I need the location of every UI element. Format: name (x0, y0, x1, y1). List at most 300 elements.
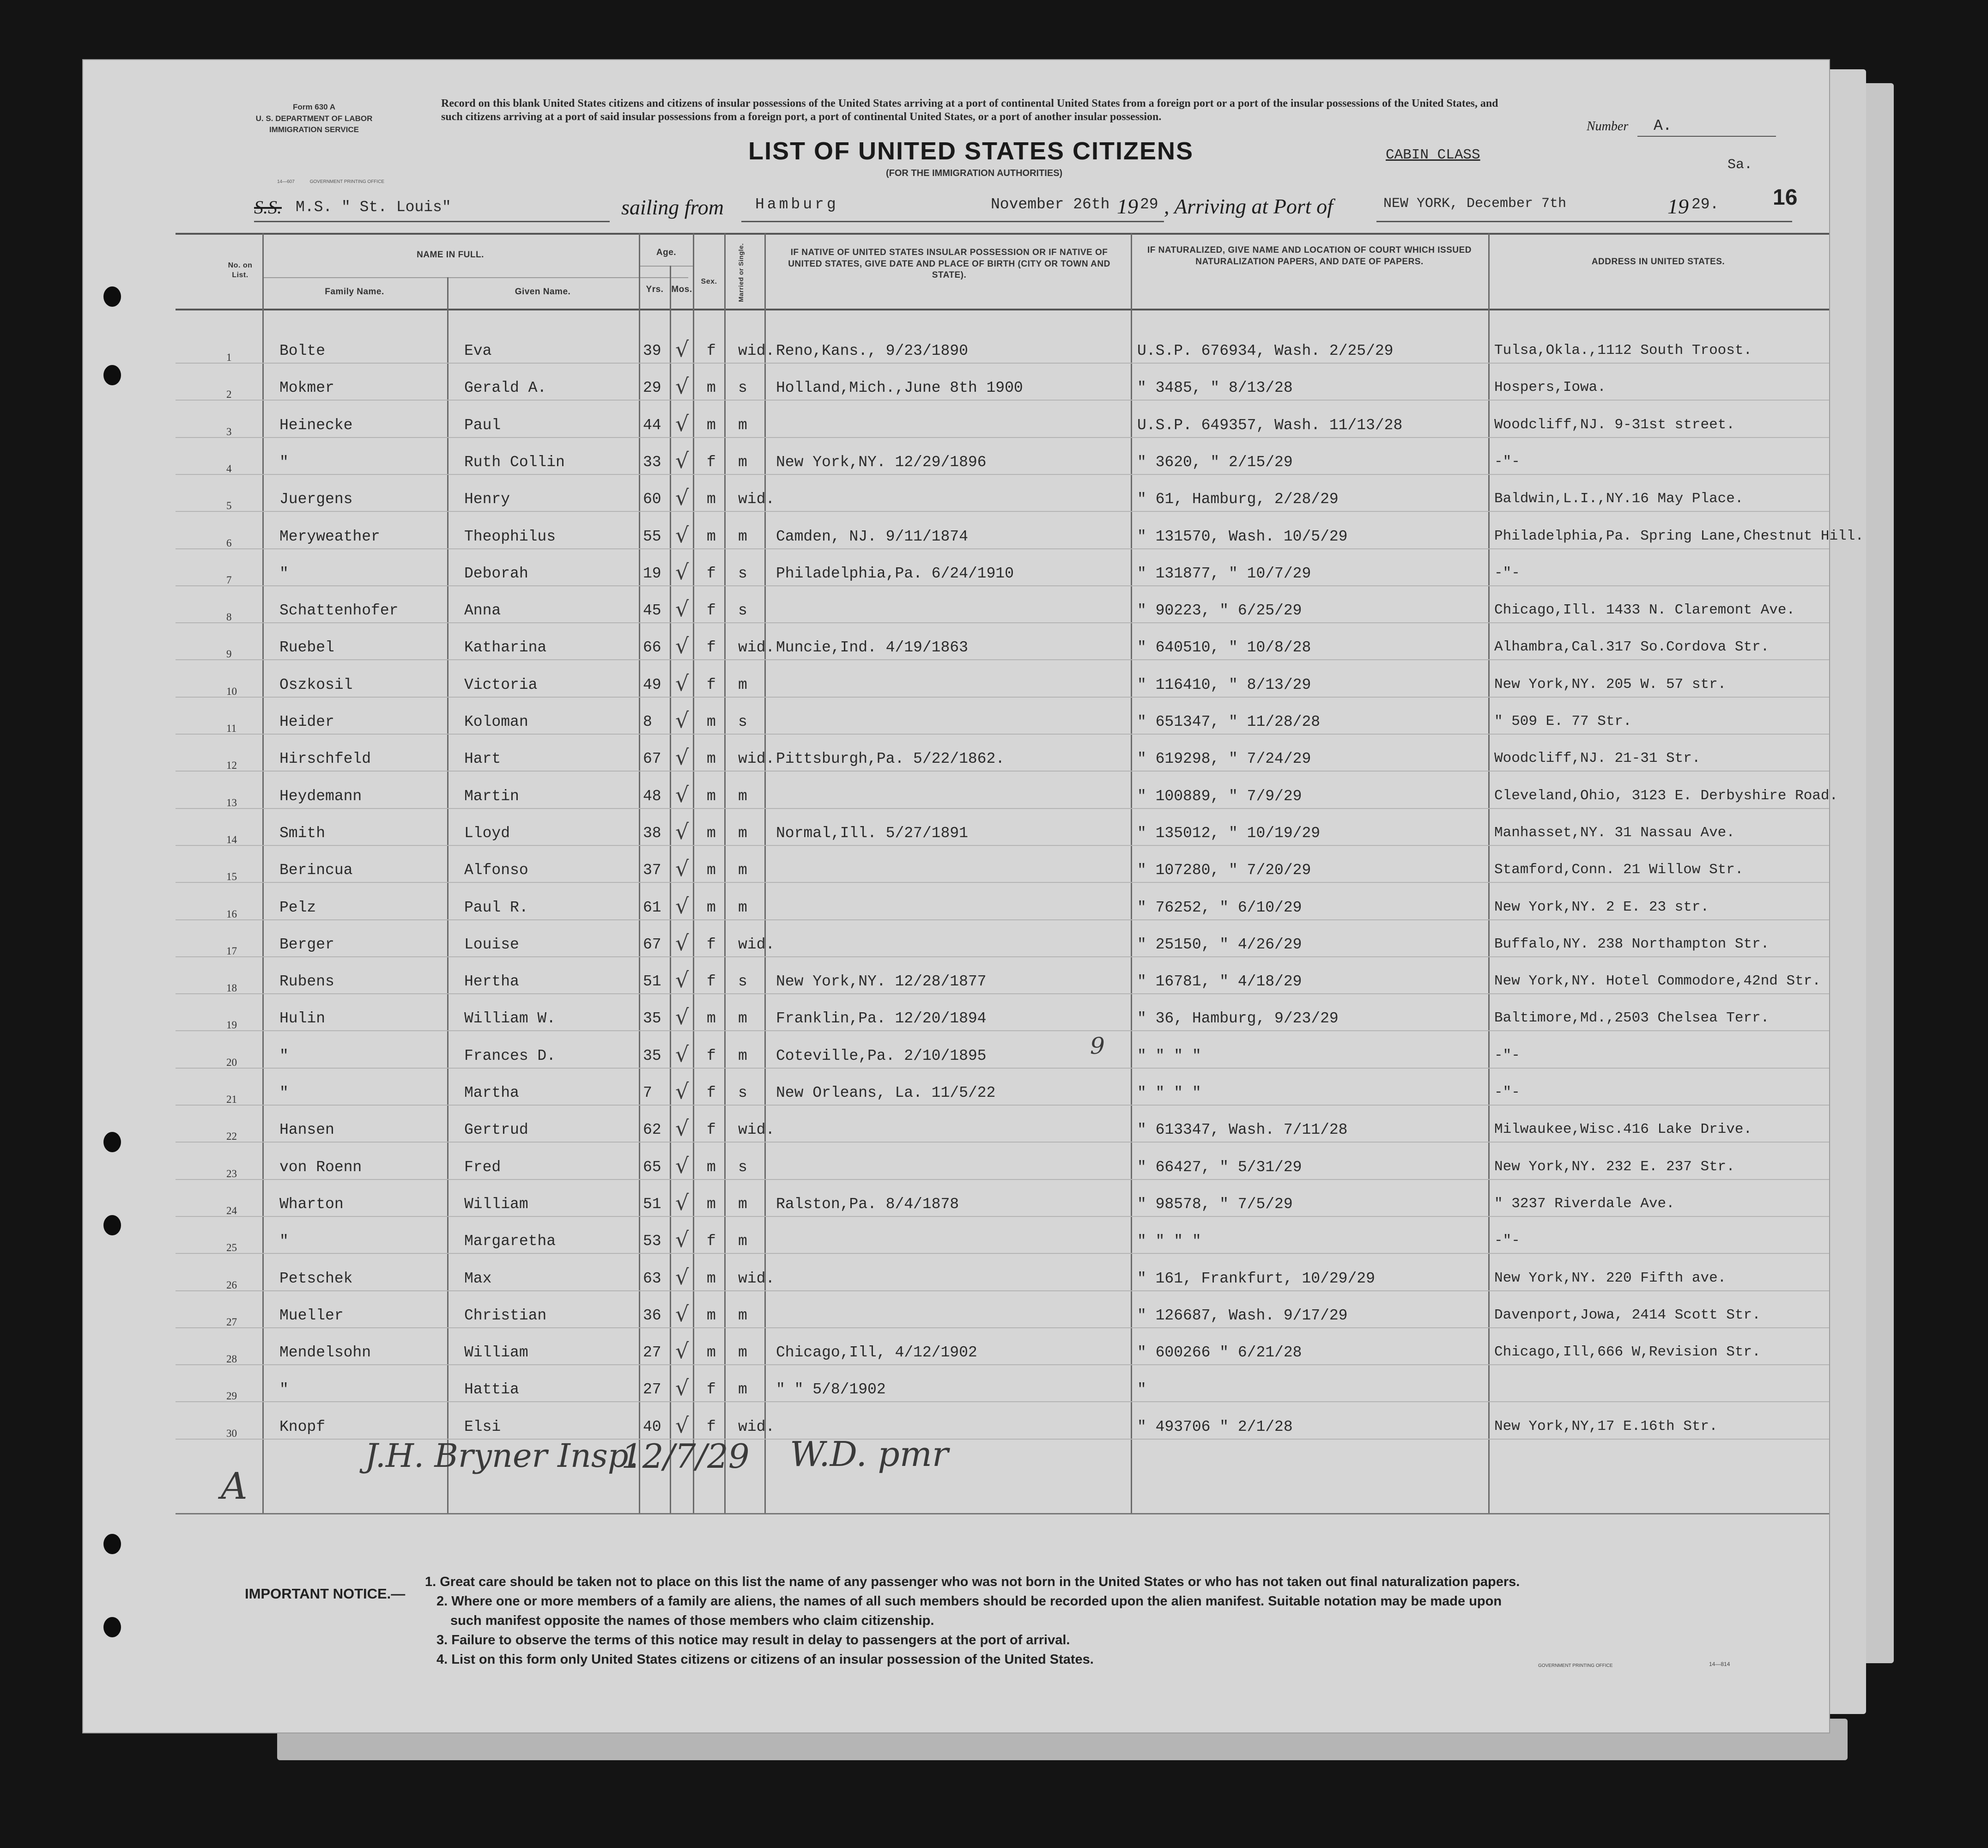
given-name: William (464, 1344, 528, 1361)
departure-underline (741, 221, 982, 222)
naturalization-info: " 36, Hamburg, 9/23/29 (1137, 1010, 1339, 1027)
sex: f (707, 602, 716, 619)
row-rule (176, 734, 1829, 735)
sex: f (707, 1121, 716, 1138)
row-number: 13 (226, 797, 237, 808)
family-name: Mokmer (279, 379, 334, 396)
naturalization-info: " 25150, " 4/26/29 (1137, 936, 1302, 953)
sex: m (707, 1159, 716, 1176)
row-number: 29 (226, 1390, 237, 1402)
departure-port: Hamburg (755, 196, 839, 213)
check-mark-icon: √ (675, 708, 689, 733)
age-years: 40 (643, 1418, 661, 1435)
name-subheader-rule (263, 277, 688, 278)
check-mark-icon: √ (675, 930, 689, 955)
naturalization-info: " 116410, " 8/13/29 (1137, 676, 1311, 693)
check-mark-icon: √ (675, 1301, 689, 1326)
naturalization-info: " 90223, " 6/25/29 (1137, 602, 1302, 619)
age-years: 29 (643, 379, 661, 396)
row-number: 21 (226, 1094, 237, 1105)
marital-status: wid. (738, 342, 775, 359)
form-print-code (277, 179, 384, 184)
birth-info: New Orleans, La. 11/5/22 (776, 1084, 996, 1101)
sex: m (707, 825, 716, 842)
given-name: Katharina (464, 639, 547, 656)
us-address: Alhambra,Cal.317 So.Cordova Str. (1494, 639, 1770, 655)
row-number: 23 (226, 1168, 237, 1179)
naturalization-info: " 493706 " 2/1/28 (1137, 1418, 1293, 1435)
sex: f (707, 565, 716, 582)
row-rule (176, 622, 1829, 623)
family-name: Mueller (279, 1307, 344, 1324)
punch-hole (103, 286, 121, 307)
family-name: Juergens (279, 491, 353, 508)
age-years: 35 (643, 1010, 661, 1027)
naturalization-info: U.S.P. 676934, Wash. 2/25/29 (1137, 342, 1394, 359)
row-rule (176, 845, 1829, 846)
number-label: Number (1587, 119, 1629, 134)
marital-status: m (738, 1233, 747, 1250)
family-name: Oszkosil (279, 676, 353, 693)
row-number: 22 (226, 1131, 237, 1142)
sex: f (707, 936, 716, 953)
given-name: Anna (464, 602, 501, 619)
check-mark-icon: √ (675, 745, 689, 770)
given-name: Martha (464, 1084, 519, 1101)
row-number: 2 (226, 389, 232, 400)
age-years: 45 (643, 602, 661, 619)
given-name: Hattia (464, 1381, 519, 1398)
sex: m (707, 1307, 716, 1324)
punch-hole (103, 1215, 121, 1235)
row-rule (176, 363, 1829, 364)
table-bottom-rule (176, 1513, 1829, 1514)
check-mark-icon: √ (675, 1004, 689, 1029)
punch-hole (103, 1617, 121, 1637)
family-name: Meryweather (279, 528, 380, 545)
check-mark-icon: √ (675, 1116, 689, 1141)
col-header-given: Given Name. (515, 287, 571, 297)
family-name: Smith (279, 825, 326, 842)
row-number: 30 (226, 1428, 237, 1439)
inspector-signature: J.H. Bryner Insp. (365, 1437, 639, 1475)
col-rule (764, 233, 766, 1513)
col-rule (639, 233, 640, 1513)
col-header-sex: Sex. (701, 278, 717, 286)
sex: m (707, 750, 716, 767)
check-mark-icon: √ (675, 1042, 689, 1067)
check-mark-icon: √ (675, 819, 689, 844)
sex: m (707, 713, 716, 730)
age-years: 60 (643, 491, 661, 508)
family-name: Bolte (279, 342, 326, 359)
family-name: " (279, 1047, 289, 1064)
cabin-class: CABIN CLASS (1386, 147, 1480, 163)
col-header-family: Family Name. (325, 287, 384, 297)
check-mark-icon: √ (675, 523, 689, 547)
given-name: Gertrud (464, 1121, 528, 1138)
marital-status: s (738, 1159, 747, 1176)
us-address: -"- (1494, 565, 1520, 581)
age-years: 7 (643, 1084, 652, 1101)
sex: f (707, 454, 716, 471)
col-header-naturalized: IF NATURALIZED, GIVE NAME AND LOCATION OF COURT WHICH ISSUED NATURALIZATION PAPERS, AND DATE OF PAPERS. (1147, 245, 1472, 267)
naturalization-info: " 651347, " 11/28/28 (1137, 713, 1321, 730)
age-subheader-rule (640, 266, 693, 267)
us-address: -"- (1494, 1233, 1520, 1249)
given-name: Max (464, 1270, 492, 1287)
family-name: " (279, 1084, 289, 1101)
row-number: 12 (226, 760, 237, 771)
row-number: 5 (226, 500, 232, 511)
row-rule (176, 1216, 1829, 1217)
sex: f (707, 639, 716, 656)
row-rule (176, 993, 1829, 994)
given-name: Paul (464, 417, 501, 434)
family-name: Heydemann (279, 788, 362, 805)
age-years: 19 (643, 565, 661, 582)
given-name: Lloyd (464, 825, 510, 842)
age-years: 27 (643, 1381, 661, 1398)
header-bottom-rule (176, 309, 1829, 310)
marital-status: m (738, 1196, 747, 1213)
naturalization-info: " 98578, " 7/5/29 (1137, 1196, 1293, 1213)
marital-status: m (738, 417, 747, 434)
form-title: LIST OF UNITED STATES CITIZENS (748, 137, 1194, 165)
sex: m (707, 1270, 716, 1287)
col-header-mos: Mos. (671, 285, 692, 294)
age-years: 33 (643, 454, 661, 471)
naturalization-info: " 3620, " 2/15/29 (1137, 454, 1293, 471)
birth-info: Coteville,Pa. 2/10/1895 (776, 1047, 987, 1064)
naturalization-info: " 3485, " 8/13/28 (1137, 379, 1293, 396)
check-mark-icon: √ (675, 894, 689, 918)
punch-hole (103, 1534, 121, 1554)
given-name: Hart (464, 750, 501, 767)
row-rule (176, 548, 1829, 549)
family-name: Heinecke (279, 417, 353, 434)
marital-status: wid. (738, 1418, 775, 1435)
marital-status: m (738, 862, 747, 879)
row-number: 4 (226, 463, 232, 474)
family-name: Hulin (279, 1010, 326, 1027)
age-years: 61 (643, 899, 661, 916)
check-mark-icon: √ (675, 782, 689, 807)
row-number: 27 (226, 1316, 237, 1328)
given-name: Koloman (464, 713, 528, 730)
us-address: Manhasset,NY. 31 Nassau Ave. (1494, 825, 1735, 841)
marital-status: s (738, 1084, 747, 1101)
row-rule (176, 808, 1829, 809)
given-name: Louise (464, 936, 519, 953)
check-mark-icon: √ (675, 633, 689, 658)
naturalization-info: " 619298, " 7/24/29 (1137, 750, 1311, 767)
marital-status: s (738, 713, 747, 730)
sex: f (707, 1047, 716, 1064)
sex: m (707, 788, 716, 805)
marital-status: m (738, 788, 747, 805)
check-mark-icon: √ (675, 1190, 689, 1215)
row-number: 10 (226, 686, 237, 697)
row-rule (176, 659, 1829, 660)
marital-status: s (738, 973, 747, 990)
row-number: 16 (226, 908, 237, 920)
col-header-married: Married or Single. (737, 243, 745, 302)
age-years: 35 (643, 1047, 661, 1064)
given-name: Martin (464, 788, 519, 805)
sex: m (707, 862, 716, 879)
check-mark-icon: √ (675, 1413, 689, 1438)
form-instructions: Record on this blank United States citizens and citizens of insular possessions of the United States arriving at a port of continental United States from a foreign port or a port of the insular possessions of the United States, and such citizens arriving at a port of said insular possessions from a foreign port, a port of continental United States, or a port of another insular possession. (441, 97, 1498, 123)
marital-status: wid. (738, 750, 775, 767)
marital-status: s (738, 565, 747, 582)
us-address: Chicago,Ill. 1433 N. Claremont Ave. (1494, 602, 1795, 618)
us-address: Baldwin,L.I.,NY.16 May Place. (1494, 491, 1744, 507)
sex: m (707, 899, 716, 916)
sex: f (707, 1233, 716, 1250)
birth-info: Pittsburgh,Pa. 5/22/1862. (776, 750, 1005, 767)
col-rule (1131, 233, 1132, 1513)
marital-status: wid. (738, 1121, 775, 1138)
age-years: 66 (643, 639, 661, 656)
given-name: Ruth Collin (464, 454, 565, 471)
page-number: 16 (1773, 185, 1798, 210)
row-rule (176, 1030, 1829, 1031)
row-number: 18 (226, 982, 237, 994)
row-number: 15 (226, 871, 237, 882)
family-name: Ruebel (279, 639, 334, 656)
naturalization-info: " 107280, " 7/20/29 (1137, 862, 1311, 879)
family-name: " (279, 1381, 289, 1398)
age-years: 38 (643, 825, 661, 842)
given-name: Margaretha (464, 1233, 556, 1250)
family-name: Berincua (279, 862, 353, 879)
notice-item-4: 4. List on this form only United States citizens or citizens of an insular possession of the United States. (436, 1652, 1094, 1667)
sex: m (707, 491, 716, 508)
check-mark-icon: √ (675, 337, 689, 362)
marital-status: m (738, 1381, 747, 1398)
marital-status: m (738, 825, 747, 842)
col-header-name: NAME IN FULL. (417, 250, 484, 260)
punch-hole (103, 365, 121, 385)
sex: f (707, 676, 716, 693)
family-name: " (279, 565, 289, 582)
birth-info: Holland,Mich.,June 8th 1900 (776, 379, 1023, 396)
notice-heading: IMPORTANT NOTICE.— (245, 1586, 406, 1602)
us-address: " 509 E. 77 Str. (1494, 713, 1632, 729)
col-header-age: Age. (656, 248, 677, 257)
family-name: Pelz (279, 899, 316, 916)
row-rule (176, 697, 1829, 698)
naturalization-info: " 76252, " 6/10/29 (1137, 899, 1302, 916)
row-number: 1 (226, 352, 232, 363)
age-years: 55 (643, 528, 661, 545)
row-rule (176, 437, 1829, 438)
age-years: 36 (643, 1307, 661, 1324)
birth-info: Philadelphia,Pa. 6/24/1910 (776, 565, 1014, 582)
given-name: Theophilus (464, 528, 556, 545)
check-mark-icon: √ (675, 671, 689, 696)
sex: m (707, 528, 716, 545)
sailing-label: sailing from (621, 195, 724, 219)
family-name: " (279, 454, 289, 471)
age-years: 51 (643, 1196, 661, 1213)
check-mark-icon: √ (675, 1079, 689, 1104)
table-top-rule (176, 233, 1829, 235)
us-address: New York,NY. Hotel Commodore,42nd Str. (1494, 973, 1821, 989)
family-name: Mendelsohn (279, 1344, 371, 1361)
age-years: 44 (643, 417, 661, 434)
us-address: Baltimore,Md.,2503 Chelsea Terr. (1494, 1010, 1770, 1026)
age-years: 65 (643, 1159, 661, 1176)
birth-info: Franklin,Pa. 12/20/1894 (776, 1010, 987, 1027)
marital-status: m (738, 676, 747, 693)
row-rule (176, 1142, 1829, 1143)
marital-status: m (738, 1307, 747, 1324)
check-mark-icon: √ (675, 967, 689, 992)
family-name: von Roenn (279, 1159, 362, 1176)
sex: f (707, 1084, 716, 1101)
marital-status: s (738, 602, 747, 619)
notice-item-2-cont: such manifest opposite the names of those members who claim citizenship. (450, 1613, 934, 1628)
us-address: New York,NY. 232 E. 237 Str. (1494, 1159, 1735, 1175)
check-mark-icon: √ (675, 1264, 689, 1289)
birth-info: New York,NY. 12/29/1896 (776, 454, 987, 471)
number-underline (1637, 136, 1776, 137)
row-number: 28 (226, 1353, 237, 1365)
form-print-office: GOVERNMENT PRINTING OFFICE (309, 179, 385, 184)
marital-status: wid. (738, 936, 775, 953)
row-rule (176, 882, 1829, 883)
row-number: 19 (226, 1019, 237, 1031)
naturalization-info: " 161, Frankfurt, 10/29/29 (1137, 1270, 1375, 1287)
naturalization-info: " 613347, Wash. 7/11/28 (1137, 1121, 1348, 1138)
row-number: 14 (226, 834, 237, 845)
given-name: Deborah (464, 565, 528, 582)
marital-status: m (738, 528, 747, 545)
us-address: Tulsa,Okla.,1112 South Troost. (1494, 342, 1752, 359)
manifest-sheet (83, 60, 1829, 1732)
department-name: U. S. DEPARTMENT OF LABOR (255, 114, 373, 123)
row-rule (176, 511, 1829, 512)
us-address: New York,NY. 205 W. 57 str. (1494, 676, 1727, 693)
family-name: Heider (279, 713, 334, 730)
given-name: Gerald A. (464, 379, 547, 396)
row-number: 26 (226, 1279, 237, 1291)
naturalization-info: " 126687, Wash. 9/17/29 (1137, 1307, 1348, 1324)
check-mark-icon: √ (675, 411, 689, 436)
signature-date: 12/7/29 (621, 1437, 750, 1476)
col-header-no: No. on List. (228, 261, 253, 279)
sex: f (707, 973, 716, 990)
given-name: Fred (464, 1159, 501, 1176)
us-address: Woodcliff,NJ. 9-31st street. (1494, 417, 1735, 433)
margin-letter: A (221, 1465, 248, 1508)
check-mark-icon: √ (675, 1153, 689, 1178)
notice-item-3: 3. Failure to observe the terms of this notice may result in delay to passengers at the port of arrival. (436, 1633, 1070, 1647)
row-rule (176, 1327, 1829, 1328)
col-rule (670, 266, 671, 1513)
marital-status: wid. (738, 491, 775, 508)
given-name: William W. (464, 1010, 556, 1027)
row-rule (176, 585, 1829, 586)
ship-name: M.S. " St. Louis" (296, 199, 451, 216)
sa-label: Sa. (1727, 157, 1753, 173)
family-name: Berger (279, 936, 334, 953)
marital-status: m (738, 1010, 747, 1027)
check-mark-icon: √ (675, 596, 689, 621)
row-rule (176, 1105, 1829, 1106)
check-mark-icon: √ (675, 559, 689, 584)
naturalization-info: " 61, Hamburg, 2/28/29 (1137, 491, 1339, 508)
notice-item-1: 1. Great care should be taken not to place on this list the name of any passenger who was not born in the United States or who has not taken out final naturalization papers. (425, 1574, 1520, 1589)
age-years: 48 (643, 788, 661, 805)
arriving-label: , Arriving at Port of (1164, 195, 1333, 218)
us-address: Buffalo,NY. 238 Northampton Str. (1494, 936, 1770, 952)
row-rule (176, 1364, 1829, 1365)
age-years: 39 (643, 342, 661, 359)
marital-status: m (738, 454, 747, 471)
us-address: Davenport,Jowa, 2414 Scott Str. (1494, 1307, 1761, 1323)
row-rule (176, 1253, 1829, 1254)
row-rule (176, 956, 1829, 957)
arrival-year: 29. (1691, 196, 1719, 213)
check-mark-icon: √ (675, 1375, 689, 1400)
check-mark-icon: √ (675, 1227, 689, 1252)
service-name: IMMIGRATION SERVICE (269, 125, 359, 134)
row-number: 24 (226, 1205, 237, 1216)
family-name: Hirschfeld (279, 750, 371, 767)
check-mark-icon: √ (675, 856, 689, 881)
marital-status: wid. (738, 1270, 775, 1287)
row-rule (176, 1179, 1829, 1180)
footer-print-office: GOVERNMENT PRINTING OFFICE (1538, 1663, 1613, 1668)
check-mark-icon: √ (675, 485, 689, 510)
naturalization-info: " 131877, " 10/7/29 (1137, 565, 1311, 582)
family-name: Schattenhofer (279, 602, 399, 619)
family-name: Wharton (279, 1196, 344, 1213)
age-years: 8 (643, 713, 652, 730)
footer-print-code: 14—814 (1709, 1661, 1730, 1667)
sex: m (707, 1010, 716, 1027)
col-rule (693, 233, 694, 1513)
departure-year-prefix: 19 (1117, 195, 1138, 218)
sex: f (707, 342, 716, 359)
notice-item-2: 2. Where one or more members of a family are aliens, the names of all such members should be recorded upon the alien manifest. Suitable notation may be made upon (436, 1594, 1502, 1609)
row-rule (176, 1401, 1829, 1402)
birth-info: Chicago,Ill, 4/12/1902 (776, 1344, 977, 1361)
given-name: Hertha (464, 973, 519, 990)
row-number: 6 (226, 537, 232, 549)
date-underline (982, 221, 1164, 222)
naturalization-info: " " " " (1137, 1047, 1201, 1064)
check-mark-icon: √ (675, 1338, 689, 1363)
col-header-address: ADDRESS IN UNITED STATES. (1591, 257, 1725, 267)
given-name: Eva (464, 342, 492, 359)
birth-info: Ralston,Pa. 8/4/1878 (776, 1196, 959, 1213)
us-address: -"- (1494, 1084, 1520, 1100)
check-mark-icon: √ (675, 374, 689, 399)
naturalization-info: " 66427, " 5/31/29 (1137, 1159, 1302, 1176)
us-address: Philadelphia,Pa. Spring Lane,Chestnut Hill. (1494, 528, 1864, 544)
age-years: 67 (643, 750, 661, 767)
us-address: New York,NY,17 E.16th Str. (1494, 1418, 1718, 1435)
sex: m (707, 417, 716, 434)
col-header-yrs: Yrs. (646, 285, 664, 294)
given-name: Frances D. (464, 1047, 556, 1064)
given-name: Elsi (464, 1418, 501, 1435)
given-name: Alfonso (464, 862, 528, 879)
